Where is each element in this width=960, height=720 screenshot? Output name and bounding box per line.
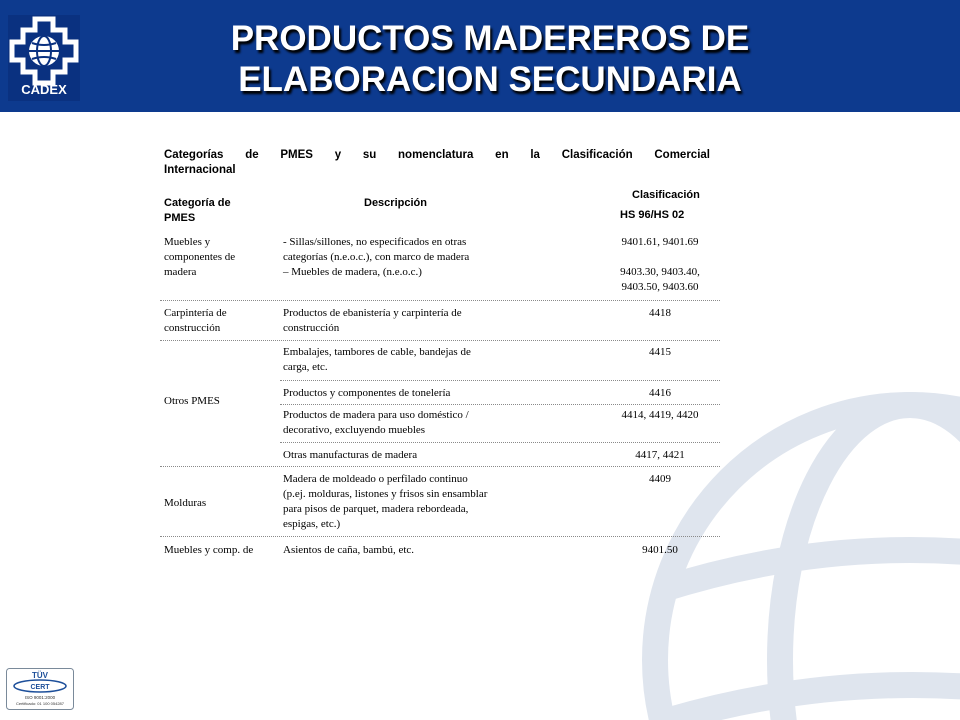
row-divider xyxy=(280,380,720,381)
description-cell xyxy=(283,306,462,336)
cell-text: – Muebles de madera, (n.e.o.c.) xyxy=(283,266,422,278)
cert-brand: TÜV xyxy=(32,671,48,680)
column-header-description: Descripción xyxy=(364,197,427,209)
column-header-classification xyxy=(620,188,700,223)
cell-text: construcción xyxy=(164,322,221,334)
cell-text: decorativo, excluyendo muebles xyxy=(283,424,426,436)
header-text: Clasificación xyxy=(632,189,700,201)
cell-text: carga, etc. xyxy=(283,361,328,373)
column-header-category xyxy=(164,196,231,226)
cell-text: categorías (n.e.o.c.), con marco de madera xyxy=(283,251,470,263)
description-cell xyxy=(283,472,487,532)
title-line-1: PRODUCTOS MADEREROS DE xyxy=(230,19,750,58)
logo-text: CADEX xyxy=(21,82,67,97)
header-text: HS 96/HS 02 xyxy=(620,209,685,221)
category-cell xyxy=(164,235,235,280)
description-cell xyxy=(283,408,469,438)
header-text: PMES xyxy=(164,212,196,224)
cell-text: para pisos de parquet, madera rebordeada, xyxy=(283,503,469,515)
code-cell: 4416 xyxy=(649,387,671,399)
cell-text: Productos de ebanistería y carpintería de xyxy=(283,307,462,319)
cell-text: 9403.50, 9403.60 xyxy=(621,281,699,293)
cell-text: Embalajes, tambores de cable, bandejas de xyxy=(283,346,471,358)
cell-text: 9403.30, 9403.40, xyxy=(620,266,700,278)
header-banner xyxy=(0,0,960,112)
document-heading: Categorías de PMES y su nomenclatura en la Clasificación Comercial xyxy=(164,149,710,161)
cell-text: 9401.61, 9401.69 xyxy=(621,236,699,248)
code-cell: 4414, 4419, 4420 xyxy=(621,409,699,421)
category-cell xyxy=(164,306,227,336)
cert-number: Certificado: 01 100 054287 xyxy=(15,701,65,706)
title-line-2: ELABORACION SECUNDARIA xyxy=(238,60,742,99)
row-divider xyxy=(280,442,720,443)
code-cell: 4415 xyxy=(649,346,671,358)
row-divider xyxy=(160,466,720,467)
description-cell: Productos y componentes de tonelería xyxy=(283,387,451,399)
cert-standard: ISO 9001:2000 xyxy=(24,695,56,700)
code-cell: 4409 xyxy=(649,473,671,485)
row-divider xyxy=(160,300,720,301)
tuv-cert-badge xyxy=(6,668,74,710)
description-cell xyxy=(283,345,471,375)
description-cell: Otras manufacturas de madera xyxy=(283,449,418,461)
header-text: Categoría de xyxy=(164,197,231,209)
page-title xyxy=(120,18,860,100)
document-heading-continued: Internacional xyxy=(164,164,236,176)
cell-text: Madera de moldeado o perfilado continuo xyxy=(283,473,468,485)
cell-text: Carpintería de xyxy=(164,307,227,319)
description-cell xyxy=(283,235,469,280)
cadex-logo xyxy=(8,15,80,101)
cell-text: madera xyxy=(164,266,197,278)
row-divider xyxy=(160,536,720,537)
cell-text: componentes de xyxy=(164,251,236,263)
cell-text: construcción xyxy=(283,322,340,334)
cell-text: - Sillas/sillones, no especificados en otras xyxy=(283,236,467,248)
cell-text: espigas, etc.) xyxy=(283,518,341,530)
cert-mark: CERT xyxy=(30,684,50,691)
code-cell xyxy=(600,235,720,295)
category-cell: Muebles y comp. de xyxy=(164,544,254,556)
row-divider xyxy=(280,404,720,405)
category-cell: Otros PMES xyxy=(164,395,220,407)
cell-text: Muebles y xyxy=(164,236,211,248)
category-cell: Molduras xyxy=(164,497,207,509)
cell-text: (p.ej. molduras, listones y frisos sin ensamblar xyxy=(283,488,488,500)
code-cell: 4418 xyxy=(649,307,671,319)
code-cell: 9401.50 xyxy=(642,544,678,556)
code-cell: 4417, 4421 xyxy=(635,449,685,461)
row-divider xyxy=(160,340,720,341)
description-cell: Asientos de caña, bambú, etc. xyxy=(283,544,415,556)
cell-text: Productos de madera para uso doméstico / xyxy=(283,409,469,421)
